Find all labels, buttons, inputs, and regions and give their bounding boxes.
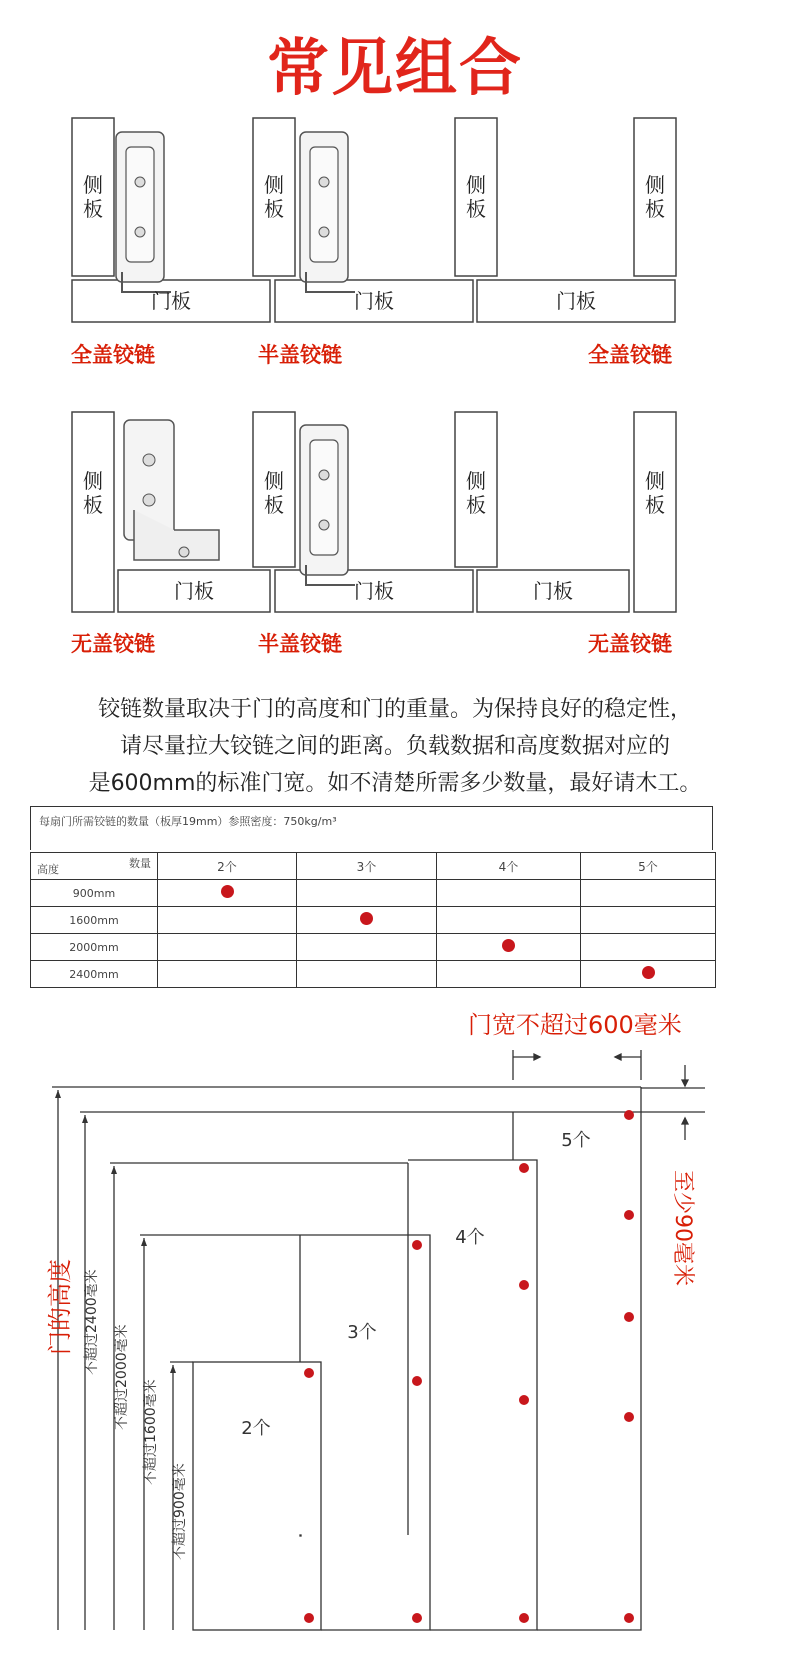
side-panel-label: 侧 xyxy=(264,469,284,493)
height-limit-label: 不超过1600毫米 xyxy=(143,1379,159,1485)
door-count-label: 4个 xyxy=(455,1227,485,1248)
hinge-type-label: 全盖铰链 xyxy=(71,343,155,367)
selected-dot xyxy=(642,966,655,979)
selected-dot xyxy=(360,912,373,925)
side-panel-label: 板 xyxy=(645,197,665,221)
door-width-note: 门宽不超过600毫米 xyxy=(468,1011,682,1039)
side-panel-label: 板 xyxy=(83,493,103,517)
door-panel-label: 门板 xyxy=(151,289,191,313)
table-caption: 每扇门所需铰链的数量（板厚19mm）参照密度：750kg/m³ xyxy=(39,815,337,828)
height-limit-label: 不超过2000毫米 xyxy=(114,1324,130,1430)
table-cell xyxy=(437,934,581,961)
height-limit-label: 不超过900毫米 xyxy=(172,1463,188,1560)
side-panel-label: 侧 xyxy=(466,469,486,493)
table-cell xyxy=(158,880,297,907)
side-panel-label: 侧 xyxy=(466,173,486,197)
door-height-label: 门的高度 xyxy=(46,1259,74,1355)
height-limit-label: 不超过2400毫米 xyxy=(84,1269,100,1375)
side-panel-label: 侧 xyxy=(645,173,665,197)
table-cell xyxy=(437,907,581,934)
table-cell xyxy=(437,961,581,988)
table-cell xyxy=(581,907,716,934)
hinge-type-label: 全盖铰链 xyxy=(588,343,672,367)
side-panel-label: 侧 xyxy=(264,173,284,197)
description-line: 是600mm的标准门宽。如不清楚所需多少数量，最好请木工。 xyxy=(88,771,702,796)
door-2-hinges xyxy=(193,1362,321,1630)
side-panel-label: 板 xyxy=(466,493,486,517)
side-panel-label: 板 xyxy=(264,493,284,517)
table-cell xyxy=(297,907,437,934)
column-header: 3个 xyxy=(297,853,437,880)
side-panel-label: 板 xyxy=(645,493,665,517)
row-height-cell: 2000mm xyxy=(31,934,158,961)
table-cell xyxy=(297,934,437,961)
page-title: 常见组合 xyxy=(266,31,523,104)
selected-dot xyxy=(221,885,234,898)
selected-dot xyxy=(502,939,515,952)
table-corner-cell xyxy=(31,853,158,880)
side-panel-label: 侧 xyxy=(83,173,103,197)
hinge-type-label: 无盖铰链 xyxy=(71,632,155,656)
table-row xyxy=(31,907,716,934)
side-panel-label: 侧 xyxy=(645,469,665,493)
description-line: 请尽量拉大铰链之间的距离。负载数据和高度数据对应的 xyxy=(119,734,670,759)
hinge-type-label: 无盖铰链 xyxy=(588,632,672,656)
table-cell xyxy=(437,880,581,907)
table-cell xyxy=(581,880,716,907)
door-count-label: 5个 xyxy=(561,1130,591,1151)
door-count-label: 2个 xyxy=(241,1418,271,1439)
table-cell xyxy=(581,961,716,988)
table-row xyxy=(31,880,716,907)
door-panel-label: 门板 xyxy=(174,579,214,603)
row-height-cell: 900mm xyxy=(31,880,158,907)
hinge-count-table xyxy=(30,852,716,988)
table-cell xyxy=(158,907,297,934)
header-qty: 数量 xyxy=(129,857,151,870)
table-row xyxy=(31,934,716,961)
hinge-type-label: 半盖铰链 xyxy=(258,343,342,367)
table-cell xyxy=(581,934,716,961)
description-line: 铰链数量取决于门的高度和门的重量。为保持良好的稳定性， xyxy=(97,697,692,722)
door-panel-label: 门板 xyxy=(533,579,573,603)
door-3-hinges xyxy=(300,1535,301,1536)
table-cell xyxy=(297,961,437,988)
column-header: 2个 xyxy=(158,853,297,880)
row-height-cell: 1600mm xyxy=(31,907,158,934)
hinge-type-label: 半盖铰链 xyxy=(258,632,342,656)
row-height-cell: 2400mm xyxy=(31,961,158,988)
column-header: 5个 xyxy=(581,853,716,880)
min-distance-label: 至少90毫米 xyxy=(670,1170,695,1286)
table-cell xyxy=(158,934,297,961)
table-caption-box xyxy=(30,806,713,850)
door-count-label: 3个 xyxy=(347,1322,377,1343)
side-panel-label: 板 xyxy=(466,197,486,221)
table-row xyxy=(31,961,716,988)
table-cell xyxy=(158,961,297,988)
door-panel-label: 门板 xyxy=(354,289,394,313)
header-height: 高度 xyxy=(37,863,59,876)
door-height-diagram xyxy=(0,1030,790,1661)
table-header-row xyxy=(31,853,716,880)
side-panel-label: 板 xyxy=(83,197,103,221)
column-header: 4个 xyxy=(437,853,581,880)
table-cell xyxy=(297,880,437,907)
side-panel-label: 侧 xyxy=(83,469,103,493)
door-panel-label: 门板 xyxy=(556,289,596,313)
door-panel-label: 门板 xyxy=(354,579,394,603)
side-panel-label: 板 xyxy=(264,197,284,221)
